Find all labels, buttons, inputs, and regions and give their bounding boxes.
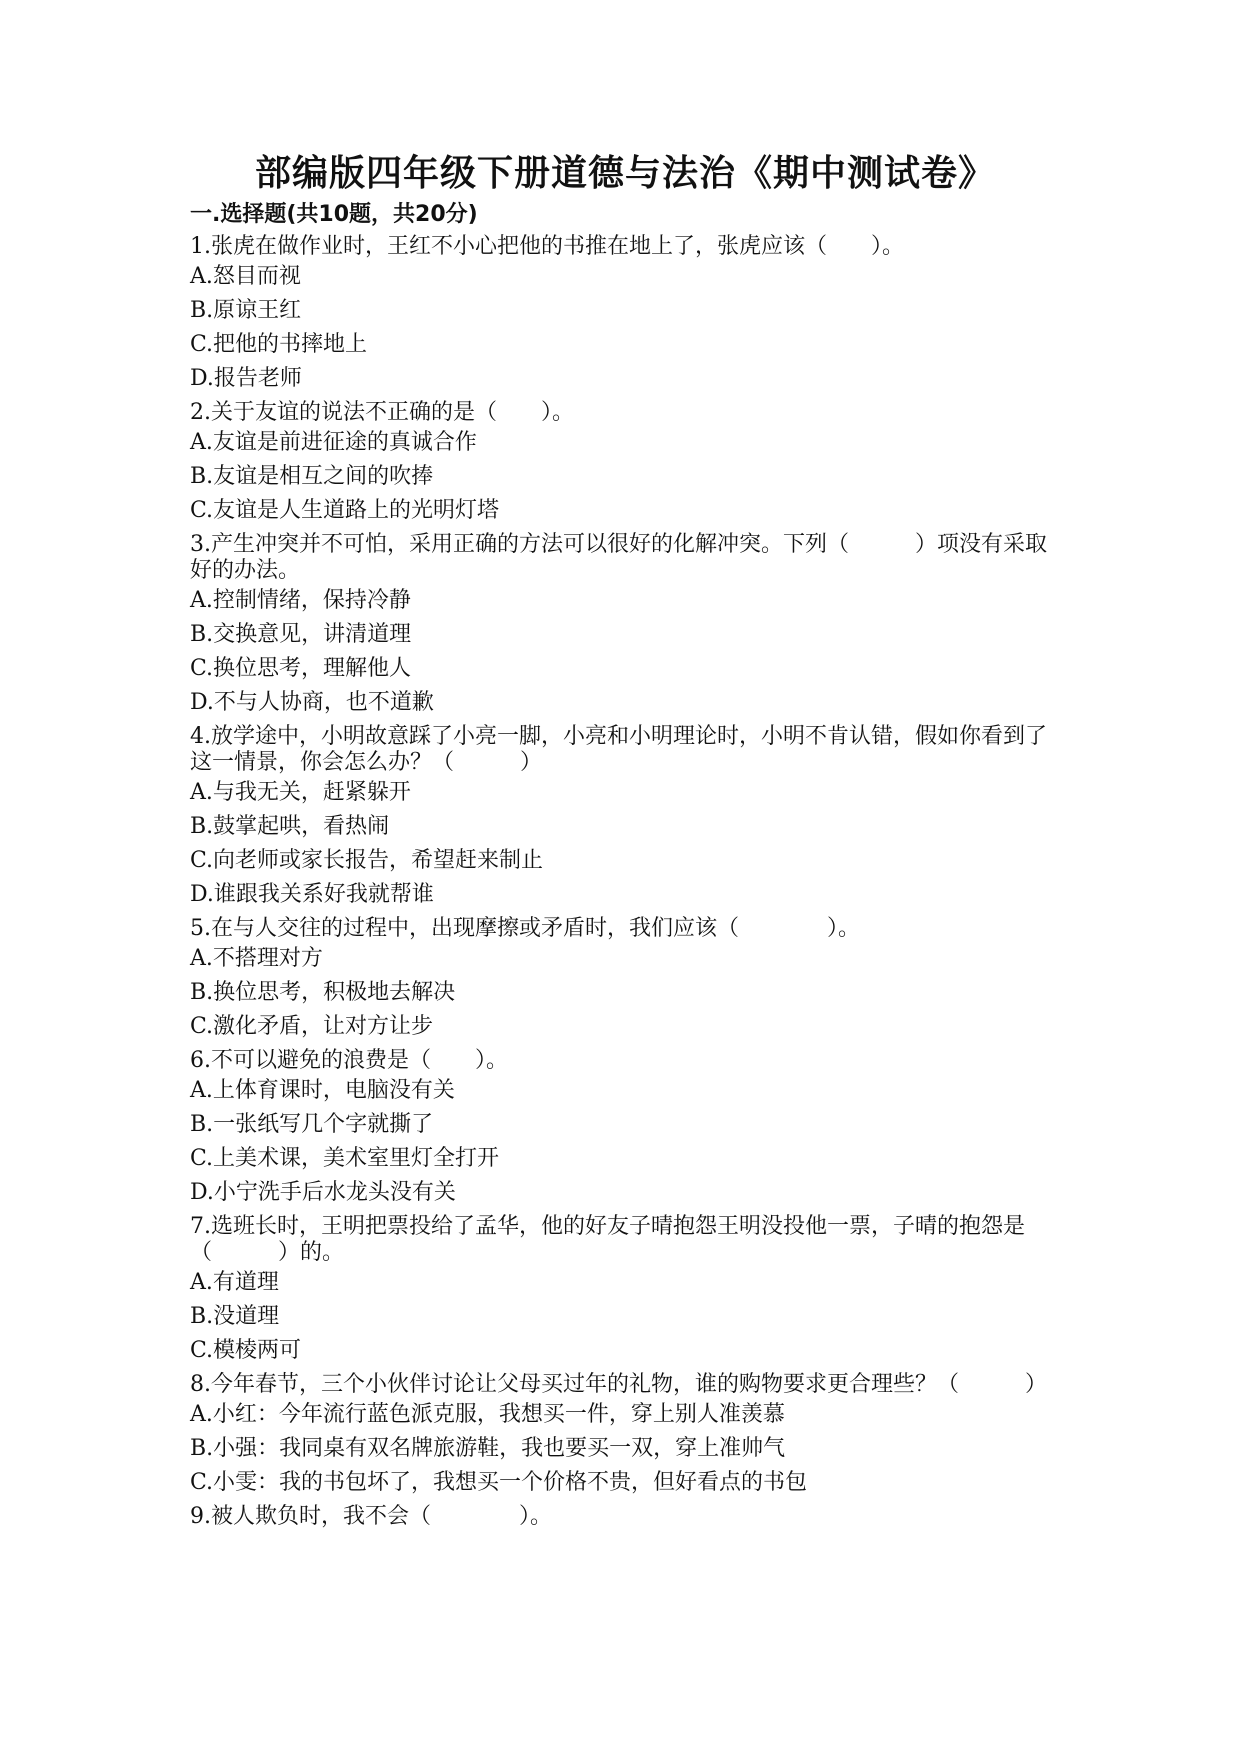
question-text: 8.今年春节，三个小伙伴讨论让父母买过年的礼物，谁的购物要求更合理些？（ ） [190, 1372, 1047, 1397]
answer-option: A.控制情绪，保持冷静 [190, 588, 411, 613]
question-item [190, 1504, 1060, 1530]
exam-page [190, 150, 1060, 1530]
answer-option: A.有道理 [190, 1270, 279, 1295]
answer-option: C.把他的书摔地上 [190, 332, 368, 357]
question-text: 6.不可以避免的浪费是（ ）。 [190, 1048, 508, 1073]
question-text: 9.被人欺负时，我不会（ ）。 [190, 1504, 552, 1529]
question-text: 4.放学途中，小明故意踩了小亮一脚，小亮和小明理论时，小明不肯认错，假如你看到了这一情景，你会怎么办？（ ） [190, 724, 1047, 775]
question-item [190, 916, 1060, 1044]
answer-option: B.交换意见，讲清道理 [190, 622, 412, 647]
question-text: 3.产生冲突并不可怕，采用正确的方法可以很好的化解冲突。下列（ ）项没有采取好的办法。 [190, 532, 1047, 583]
answer-option: B.原谅王红 [190, 298, 302, 323]
question-item [190, 724, 1060, 912]
answer-option: C.激化矛盾，让对方让步 [190, 1014, 434, 1039]
question-item [190, 234, 1060, 396]
answer-option: C.上美术课，美术室里灯全打开 [190, 1146, 500, 1171]
answer-option: D.谁跟我关系好我就帮谁 [190, 882, 434, 907]
answer-option: B.没道理 [190, 1304, 280, 1329]
answer-option: B.友谊是相互之间的吹捧 [190, 464, 434, 489]
answer-option: A.小红：今年流行蓝色派克服，我想买一件，穿上别人准羡慕 [190, 1402, 785, 1427]
answer-option: B.鼓掌起哄，看热闹 [190, 814, 390, 839]
answer-option: D.小宁洗手后水龙头没有关 [190, 1180, 456, 1205]
answer-option: C.向老师或家长报告，希望赶来制止 [190, 848, 544, 873]
answer-option: C.模棱两可 [190, 1338, 302, 1363]
answer-option: B.换位思考，积极地去解决 [190, 980, 456, 1005]
question-item [190, 1372, 1060, 1500]
question-text: 2.关于友谊的说法不正确的是（ ）。 [190, 400, 574, 425]
section-heading: 一.选择题(共10题，共20分) [190, 202, 478, 227]
question-text: 7.选班长时，王明把票投给了孟华，他的好友子晴抱怨王明没投他一票，子晴的抱怨是（ ）的。 [190, 1214, 1025, 1265]
answer-option: C.小雯：我的书包坏了，我想买一个价格不贵，但好看点的书包 [190, 1470, 808, 1495]
question-item [190, 532, 1060, 720]
answer-option: B.小强：我同桌有双名牌旅游鞋，我也要买一双，穿上准帅气 [190, 1436, 786, 1461]
answer-option: B.一张纸写几个字就撕了 [190, 1112, 434, 1137]
answer-option: D.不与人协商，也不道歉 [190, 690, 434, 715]
question-text: 1.张虎在做作业时，王红不小心把他的书推在地上了，张虎应该（ ）。 [190, 234, 904, 259]
answer-option: D.报告老师 [190, 366, 302, 391]
question-text: 5.在与人交往的过程中，出现摩擦或矛盾时，我们应该（ ）。 [190, 916, 860, 941]
question-item [190, 1214, 1060, 1368]
answer-option: A.上体育课时，电脑没有关 [190, 1078, 455, 1103]
answer-option: A.友谊是前进征途的真诚合作 [190, 430, 477, 455]
exam-title: 部编版四年级下册道德与法治《期中测试卷》 [254, 153, 995, 194]
answer-option: C.换位思考，理解他人 [190, 656, 412, 681]
answer-option: A.怒目而视 [190, 264, 301, 289]
question-item [190, 1048, 1060, 1210]
answer-option: A.不搭理对方 [190, 946, 323, 971]
answer-option: C.友谊是人生道路上的光明灯塔 [190, 498, 500, 523]
question-list [190, 234, 1060, 1530]
answer-option: A.与我无关，赶紧躲开 [190, 780, 411, 805]
question-item [190, 400, 1060, 528]
